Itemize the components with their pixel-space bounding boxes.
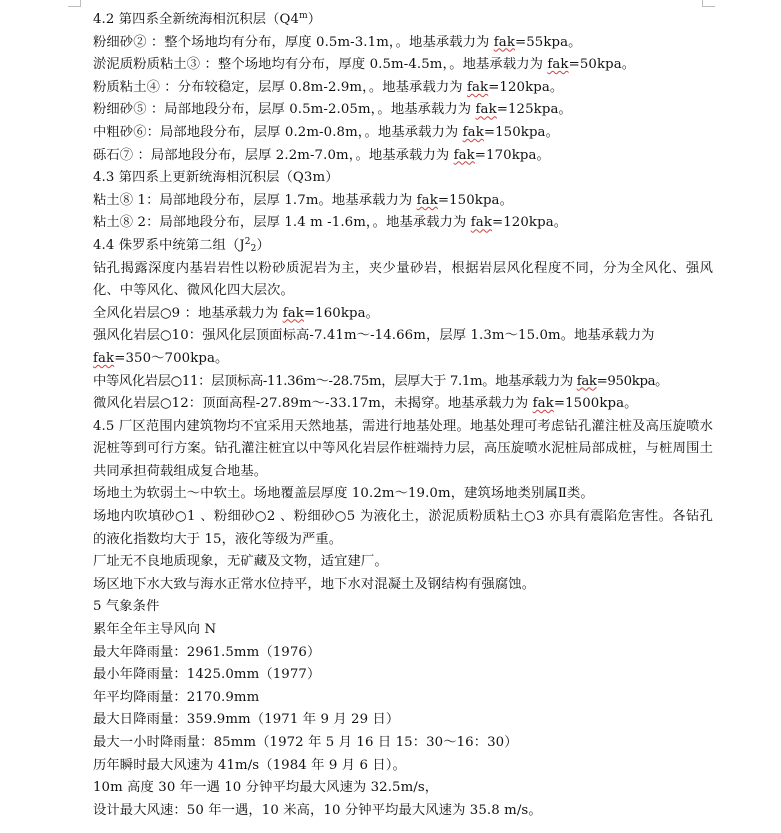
climate-wind-direction-line: 累年全年主导风向 N <box>93 622 217 638</box>
section-4-4-heading: 4.4 侏罗系中统第二组$(J^2_2)$ <box>93 236 270 254</box>
climate-max-hourly-rain-line: 最大一小时降雨量：85mm（1972 年 5 月 16 日 15：30～16：30） <box>93 735 518 750</box>
climate-max-daily-rain-line: 最大日降雨量：359.9mm（1971 年 9 月 29 日） <box>93 712 400 728</box>
rock-layer-11-line: 中等风化岩层○11：层顶标高-11.36m～-28.75m，层厚大于 7.1m。地基承载力为 fak=950kpa。 <box>93 373 669 389</box>
rock-layer-10-paragraph: 强风化岩层○10：强风化层顶面标高-7.41m～-14.66m，层厚 1.3m～15.0m。地基承载力为 fak=350～700kpa。 <box>93 328 655 366</box>
site-soil-line: 场地土为软弱土～中软土。场地覆盖层厚度 10.2m～19.0m，建筑场地类别属Ⅱ类。 <box>93 486 594 502</box>
groundwater-line: 场区地下水大致与海水正常水位持平，地下水对混凝土及钢结构有强腐蚀。 <box>93 576 536 592</box>
climate-design-wind-line: 设计最大风速：50 年一遇，10 米高，10 分钟平均最大风速为 35.8 m/s。 <box>93 802 542 818</box>
site-suitability-line: 厂址无不良地质现象，无矿藏及文物，适宜建厂。 <box>93 554 388 570</box>
climate-30yr-wind-line: 10m 高度 30 年一遇 10 分钟平均最大风速为 32.5m/s， <box>93 780 439 796</box>
soil-layer-7-line: 砾石⑦ ：局部地段分布，层厚 2.2m-7.0m，。地基承载力为 fak=170kpa。 <box>93 147 550 163</box>
section-5-heading: 5 气象条件 <box>93 599 160 615</box>
bedrock-intro-paragraph: 钻孔揭露深度内基岩岩性以粉砂质泥岩为主，夹少量砂岩，根据岩层风化程度不同，分为全风化、强风化、中等风化、微风化四大层次。 <box>93 260 713 299</box>
soil-layer-6-line: 中粗砂⑥：局部地段分布，层厚 0.2m-0.8m，。地基承载力为 fak=150kpa。 <box>93 124 559 140</box>
soil-layer-4-line: 粉质粘土④ ：分布较稳定，层厚 0.8m-2.9m，。地基承载力为 fak=120kpa。 <box>93 79 564 95</box>
rock-layer-12-line: 微风化岩层○12：顶面高程-27.89m～-33.17m，未揭穿。地基承载力为 fak=1500kpa。 <box>93 396 638 412</box>
liquefaction-paragraph: 场地内吹填砂○1 、粉细砂○2 、粉细砂○5 为液化土，淤泥质粉质粘土○3 亦具有震陷危害性。各钻孔的液化指数均大于 15，液化等级为严重。 <box>93 509 713 547</box>
soil-layer-3-line: 淤泥质粉质粘土③ ：整个场地均有分布，厚度 0.5m-4.5m，。地基承载力为 fak=50kpa。 <box>93 57 636 73</box>
document-body[interactable] <box>93 9 713 822</box>
rock-layer-9-line: 全风化岩层○9 ：地基承载力为 fak=160kpa。 <box>93 305 380 321</box>
page-corner-mark-left <box>68 0 81 7</box>
climate-min-annual-rain-line: 最小年降雨量：1425.0mm（1977） <box>93 667 321 683</box>
soil-layer-8-1-line: 粘土⑧ 1：局部地段分布，层厚 1.7m。地基承载力为 fak=150kpa。 <box>93 192 513 208</box>
soil-layer-8-2-line: 粘土⑧ 2：局部地段分布，层厚 1.4 m -1.6m，。地基承载力为 fak=120kpa。 <box>93 215 568 231</box>
section-4-3-heading: 4.3 第四系上更新统海相沉积层（Q3m） <box>93 170 339 186</box>
climate-avg-annual-rain-line: 年平均降雨量：2170.9mm <box>93 689 260 705</box>
soil-layer-2-line: 粉细砂② ：整个场地均有分布，厚度 0.5m-3.1m，。地基承载力为 fak=55kpa。 <box>93 34 582 50</box>
soil-layer-5-line: 粉细砂⑤ ：局部地段分布，层厚 0.5m-2.05m，。地基承载力为 fak=125kpa。 <box>93 102 572 118</box>
climate-max-gust-line: 历年瞬时最大风速为 41m/s（1984 年 9 月 6 日）。 <box>93 757 406 773</box>
section-4-5-paragraph: 4.5 厂区范围内建筑物均不宜采用天然地基，需进行地基处理。地基处理可考虑钻孔灌注桩及高压旋喷水泥桩等到可行方案。钻孔灌注桩宜以中等风化岩层作桩端持力层，高压旋喷水泥桩局部成桩，与桩周围土共同承担荷载组成复合地基。 <box>93 418 713 479</box>
page-corner-mark-right <box>702 0 715 7</box>
climate-max-annual-rain-line: 最大年降雨量：2961.5mm（1976） <box>93 644 321 660</box>
section-4-2-heading: 4.2 第四系全新统海相沉积层（Q4$^m$） <box>93 11 322 27</box>
